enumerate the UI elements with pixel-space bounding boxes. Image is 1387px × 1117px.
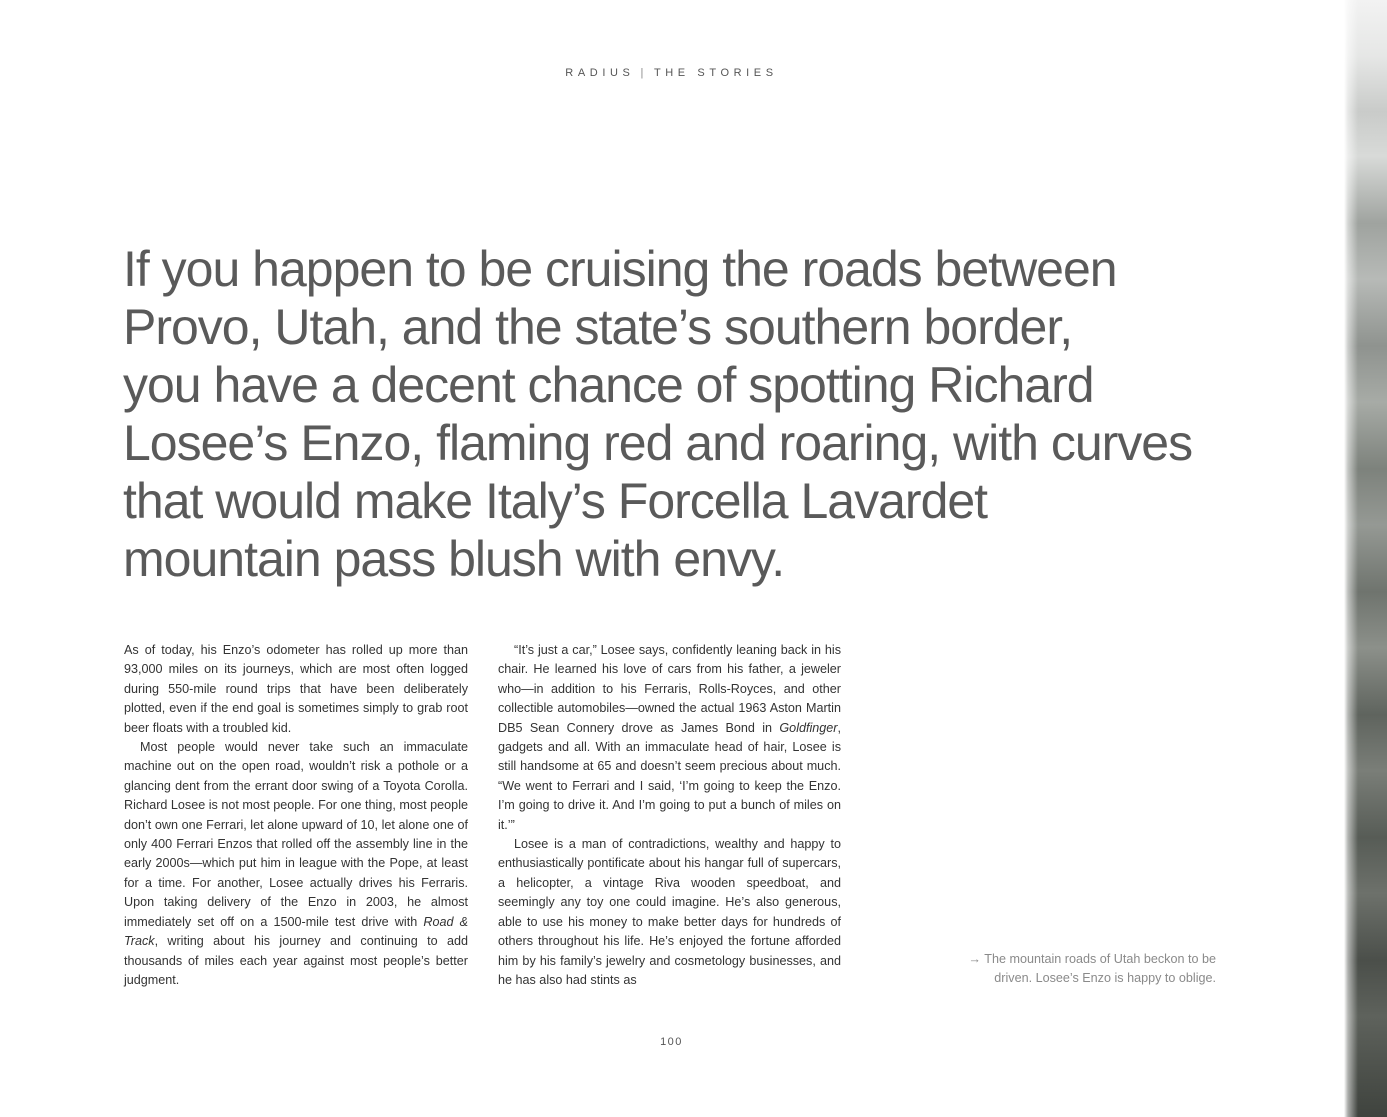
lede-line: mountain pass blush with envy. bbox=[123, 531, 785, 587]
body-text: , writing about his journey and continuing to add thousands of miles each year against most people’s better judgment. bbox=[124, 934, 468, 987]
lede-line: If you happen to be cruising the roads between bbox=[123, 241, 1117, 297]
lede-line: that would make Italy’s Forcella Lavardet bbox=[123, 473, 988, 529]
page-number: 100 bbox=[660, 1036, 683, 1048]
body-paragraph bbox=[498, 641, 841, 835]
publication-title: Road & Track bbox=[124, 914, 468, 949]
body-paragraph: As of today, his Enzo’s odometer has rolled up more than 93,000 miles on its journeys, which are most often logged during 550-mile round trips that have been deliberately plotted, even if the end goal is sometimes simply to grab root beer floats with a troubled kid. bbox=[124, 643, 468, 735]
body-text: “It’s just a car,” Losee says, confidently leaning back in his chair. He learned his love of cars from his father, a jeweler who—in addition to his Ferraris, Rolls-Royces, and other collectible automobiles—owned the actual 1963 Aston Martin DB5 Sean Connery drove as James Bond in bbox=[498, 643, 841, 735]
header-section: THE STORIES bbox=[653, 67, 778, 79]
header-separator: | bbox=[640, 67, 648, 79]
lede-line: you have a decent chance of spotting Richard bbox=[123, 357, 1094, 413]
body-text: Most people would never take such an immaculate machine out on the open road, wouldn’t risk a pothole or a glancing dent from the errant door swing of a Toyota Corolla. Richard Losee is not most people. For one thing, most people don’t own one Ferrari, let alone upward of 10, let alone one of only 400 Ferrari Enzos that rolled off the assembly line in the early 2000s—which put him in league with the Pope, at least for a time. For another, Losee actually drives his Ferraris. Upon taking delivery of the Enzo in 2003, he almost immediately set off on a 1500-mile test drive with bbox=[124, 740, 468, 929]
body-text: , gadgets and all. With an immaculate head of hair, Losee is still handsome at 65 and doesn’t seem precious about much. “We went to Ferrari and I said, ‘I’m going to keep the Enzo. I’m going to drive it. And I’m going to put a bunch of miles on it.’” bbox=[498, 720, 841, 832]
caption-text: The mountain roads of Utah beckon to be driven. Losee’s Enzo is happy to oblige. bbox=[984, 952, 1216, 986]
header-publication: RADIUS bbox=[565, 67, 635, 79]
lede-line: Provo, Utah, and the state’s southern border, bbox=[123, 299, 1073, 355]
lede-headline bbox=[123, 240, 1233, 588]
body-column-left bbox=[124, 641, 468, 990]
arrow-right-icon: → bbox=[968, 952, 981, 966]
film-title: Goldfinger bbox=[779, 720, 838, 735]
body-paragraph bbox=[124, 738, 468, 990]
mountain-photo-edge-image bbox=[1344, 0, 1387, 1117]
body-paragraph: Losee is a man of contradictions, wealthy and happy to enthusiastically pontificate about his hangar full of supercars, a helicopter, a vintage Riva wooden speedboat, and seemingly any toy one could imagine. He’s also generous, able to use his money to make better days for hundreds of others throughout his life. He’s enjoyed the fortune afforded him by his family’s jewelry and cosmetology businesses, and he has also had stints as bbox=[498, 837, 841, 987]
lede-line: Losee’s Enzo, flaming red and roaring, with curves bbox=[123, 415, 1193, 471]
body-column-middle bbox=[498, 641, 841, 990]
running-header bbox=[0, 67, 1343, 79]
photo-caption bbox=[940, 950, 1216, 989]
